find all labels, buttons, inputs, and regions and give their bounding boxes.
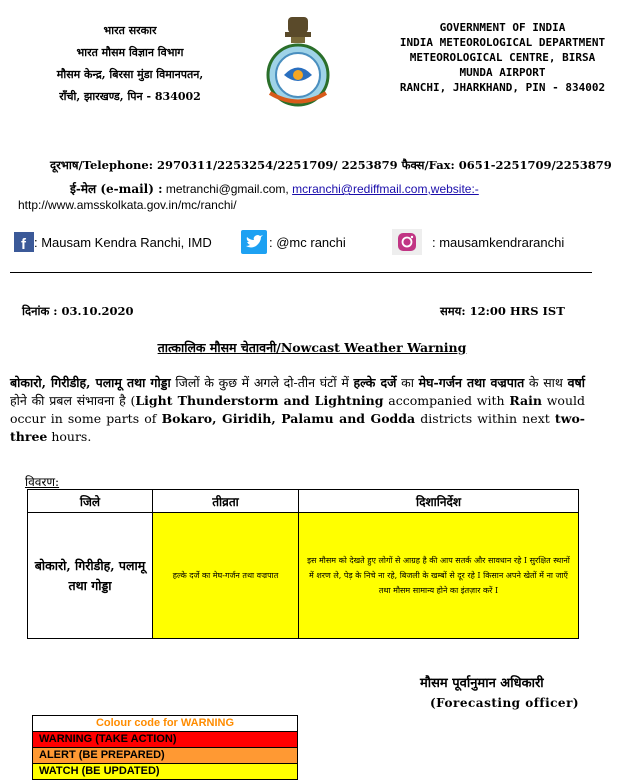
header-english-line: METEOROLOGICAL CENTRE, BIRSA MUNDA AIRPORT: [409, 51, 596, 79]
facebook-label: : Mausam Kendra Ranchi, IMD: [34, 234, 212, 250]
email-label: ई-मेल (e-mail) :: [70, 182, 163, 196]
warning-text: होने की प्रबल संभावना है (: [10, 393, 136, 408]
instagram-icon: [392, 229, 422, 255]
cell-guidance: इस मौसम को देखते हुए लोगों से आग्रह है की आप सतर्क और सावधान रहे I सुरक्षित स्थानों में शरण ले, पेड़ के निचे ना रहे, बिजली के खम्बों से दूर रहे I किसान अपने खेतों में ना जाएँ तथा मौसम सामान्य होने का इंतज़ार करें I: [299, 513, 579, 639]
email-website-link[interactable]: mcranchi@rediffmail.com,website:-: [292, 182, 479, 196]
header-hindi-line: भारत मौसम विज्ञान विभाग: [76, 46, 184, 59]
legend-title: Colour code for WARNING: [95, 717, 235, 729]
header-hindi-line: मौसम केन्द्र, बिरसा मुंडा विमानपतन,: [56, 68, 204, 81]
page-title: तात्कालिक मौसम चेतावनी/Nowcast Weather Warning: [157, 340, 467, 355]
twitter-icon: [241, 230, 267, 254]
warning-hindi-districts: बोकारो, गिरीडीह, पलामू तथा गोड्डा: [10, 375, 171, 390]
header-english-block: [395, 20, 610, 95]
legend-item-alert: ALERT (BE PREPARED): [33, 747, 297, 763]
warning-text: accompanied with: [383, 393, 510, 408]
warning-phenomenon: मेघ-गर्जन तथा वज्रपात: [418, 375, 525, 390]
issue-date: दिनांक : 03.10.2020: [22, 304, 134, 318]
warning-rain: वर्षा: [567, 375, 586, 390]
cell-district: बोकारो, गिरीडीह, पलामू तथा गोड्डा: [28, 513, 153, 639]
warning-en-districts: Bokaro, Giridih, Palamu and Godda: [161, 411, 416, 426]
phone-fax-line: दूरभाष/Telephone: 2970311/2253254/2251709/ 2253879 फैक्स/Fax: 0651-2251709/2253879: [50, 158, 612, 172]
warning-text: districts within next: [415, 411, 555, 426]
instagram-handle[interactable]: [392, 228, 564, 256]
instagram-label: : mausamkendraranchi: [432, 234, 565, 250]
details-label: विवरण:: [25, 475, 60, 489]
table-row: [28, 513, 579, 639]
header-hindi-line: भारत सरकार: [103, 24, 157, 37]
twitter-handle[interactable]: [241, 228, 346, 256]
table-header-row: [28, 490, 579, 513]
header-hindi-block: [30, 20, 230, 108]
cell-intensity: हल्के दर्जे का मेघ-गर्जन तथा वज्रपात: [153, 513, 299, 639]
twitter-label: : @mc ranchi: [269, 234, 346, 250]
warning-text: जिलों के कुछ में अगले दो-तीन घंटों में: [170, 375, 354, 390]
header-english-line: RANCHI, JHARKHAND, PIN - 834002: [399, 81, 606, 94]
header-hindi-line: राँची, झारखण्ड, पिन - 834002: [59, 90, 201, 103]
warning-text: का: [396, 375, 419, 390]
warning-text: would occur in some parts of: [10, 393, 586, 426]
facebook-icon: [14, 232, 34, 252]
warning-en-rain: Rain: [509, 393, 542, 408]
website-url[interactable]: http://www.amsskolkata.gov.in/mc/ranchi/: [18, 198, 237, 212]
header-district: जिले: [28, 490, 153, 513]
email-address[interactable]: metranchi@gmail.com,: [165, 182, 289, 196]
issue-time: समय: 12:00 HRS IST: [440, 304, 565, 318]
officer-title-hindi: मौसम पूर्वानुमान अधिकारी: [420, 676, 544, 691]
facebook-handle[interactable]: [14, 228, 212, 256]
svg-text:f: f: [21, 236, 26, 252]
colour-code-legend: [32, 715, 298, 780]
warning-text: hours.: [47, 429, 92, 444]
divider: [10, 272, 592, 273]
warning-en-phenomenon: Light Thunderstorm and Lightning: [135, 393, 384, 408]
header-guidance: दिशानिर्देश: [299, 490, 579, 513]
legend-item-watch: WATCH (BE UPDATED): [33, 763, 297, 779]
warning-text: के साथ: [524, 375, 568, 390]
imd-emblem-logo: [258, 15, 338, 110]
header-english-line: GOVERNMENT OF INDIA: [439, 21, 566, 34]
header-english-line: INDIA METEOROLOGICAL DEPARTMENT: [399, 36, 606, 49]
warning-en-hours: two-three: [10, 411, 585, 444]
legend-item-warning: WARNING (TAKE ACTION): [33, 731, 297, 747]
header-intensity: तीव्रता: [153, 490, 299, 513]
officer-title-english: (Forecasting officer): [430, 696, 580, 710]
warning-paragraph: [10, 374, 585, 446]
email-line: [70, 180, 479, 197]
details-table: [27, 489, 579, 639]
warning-intensity: हल्के दर्जे: [353, 375, 397, 390]
